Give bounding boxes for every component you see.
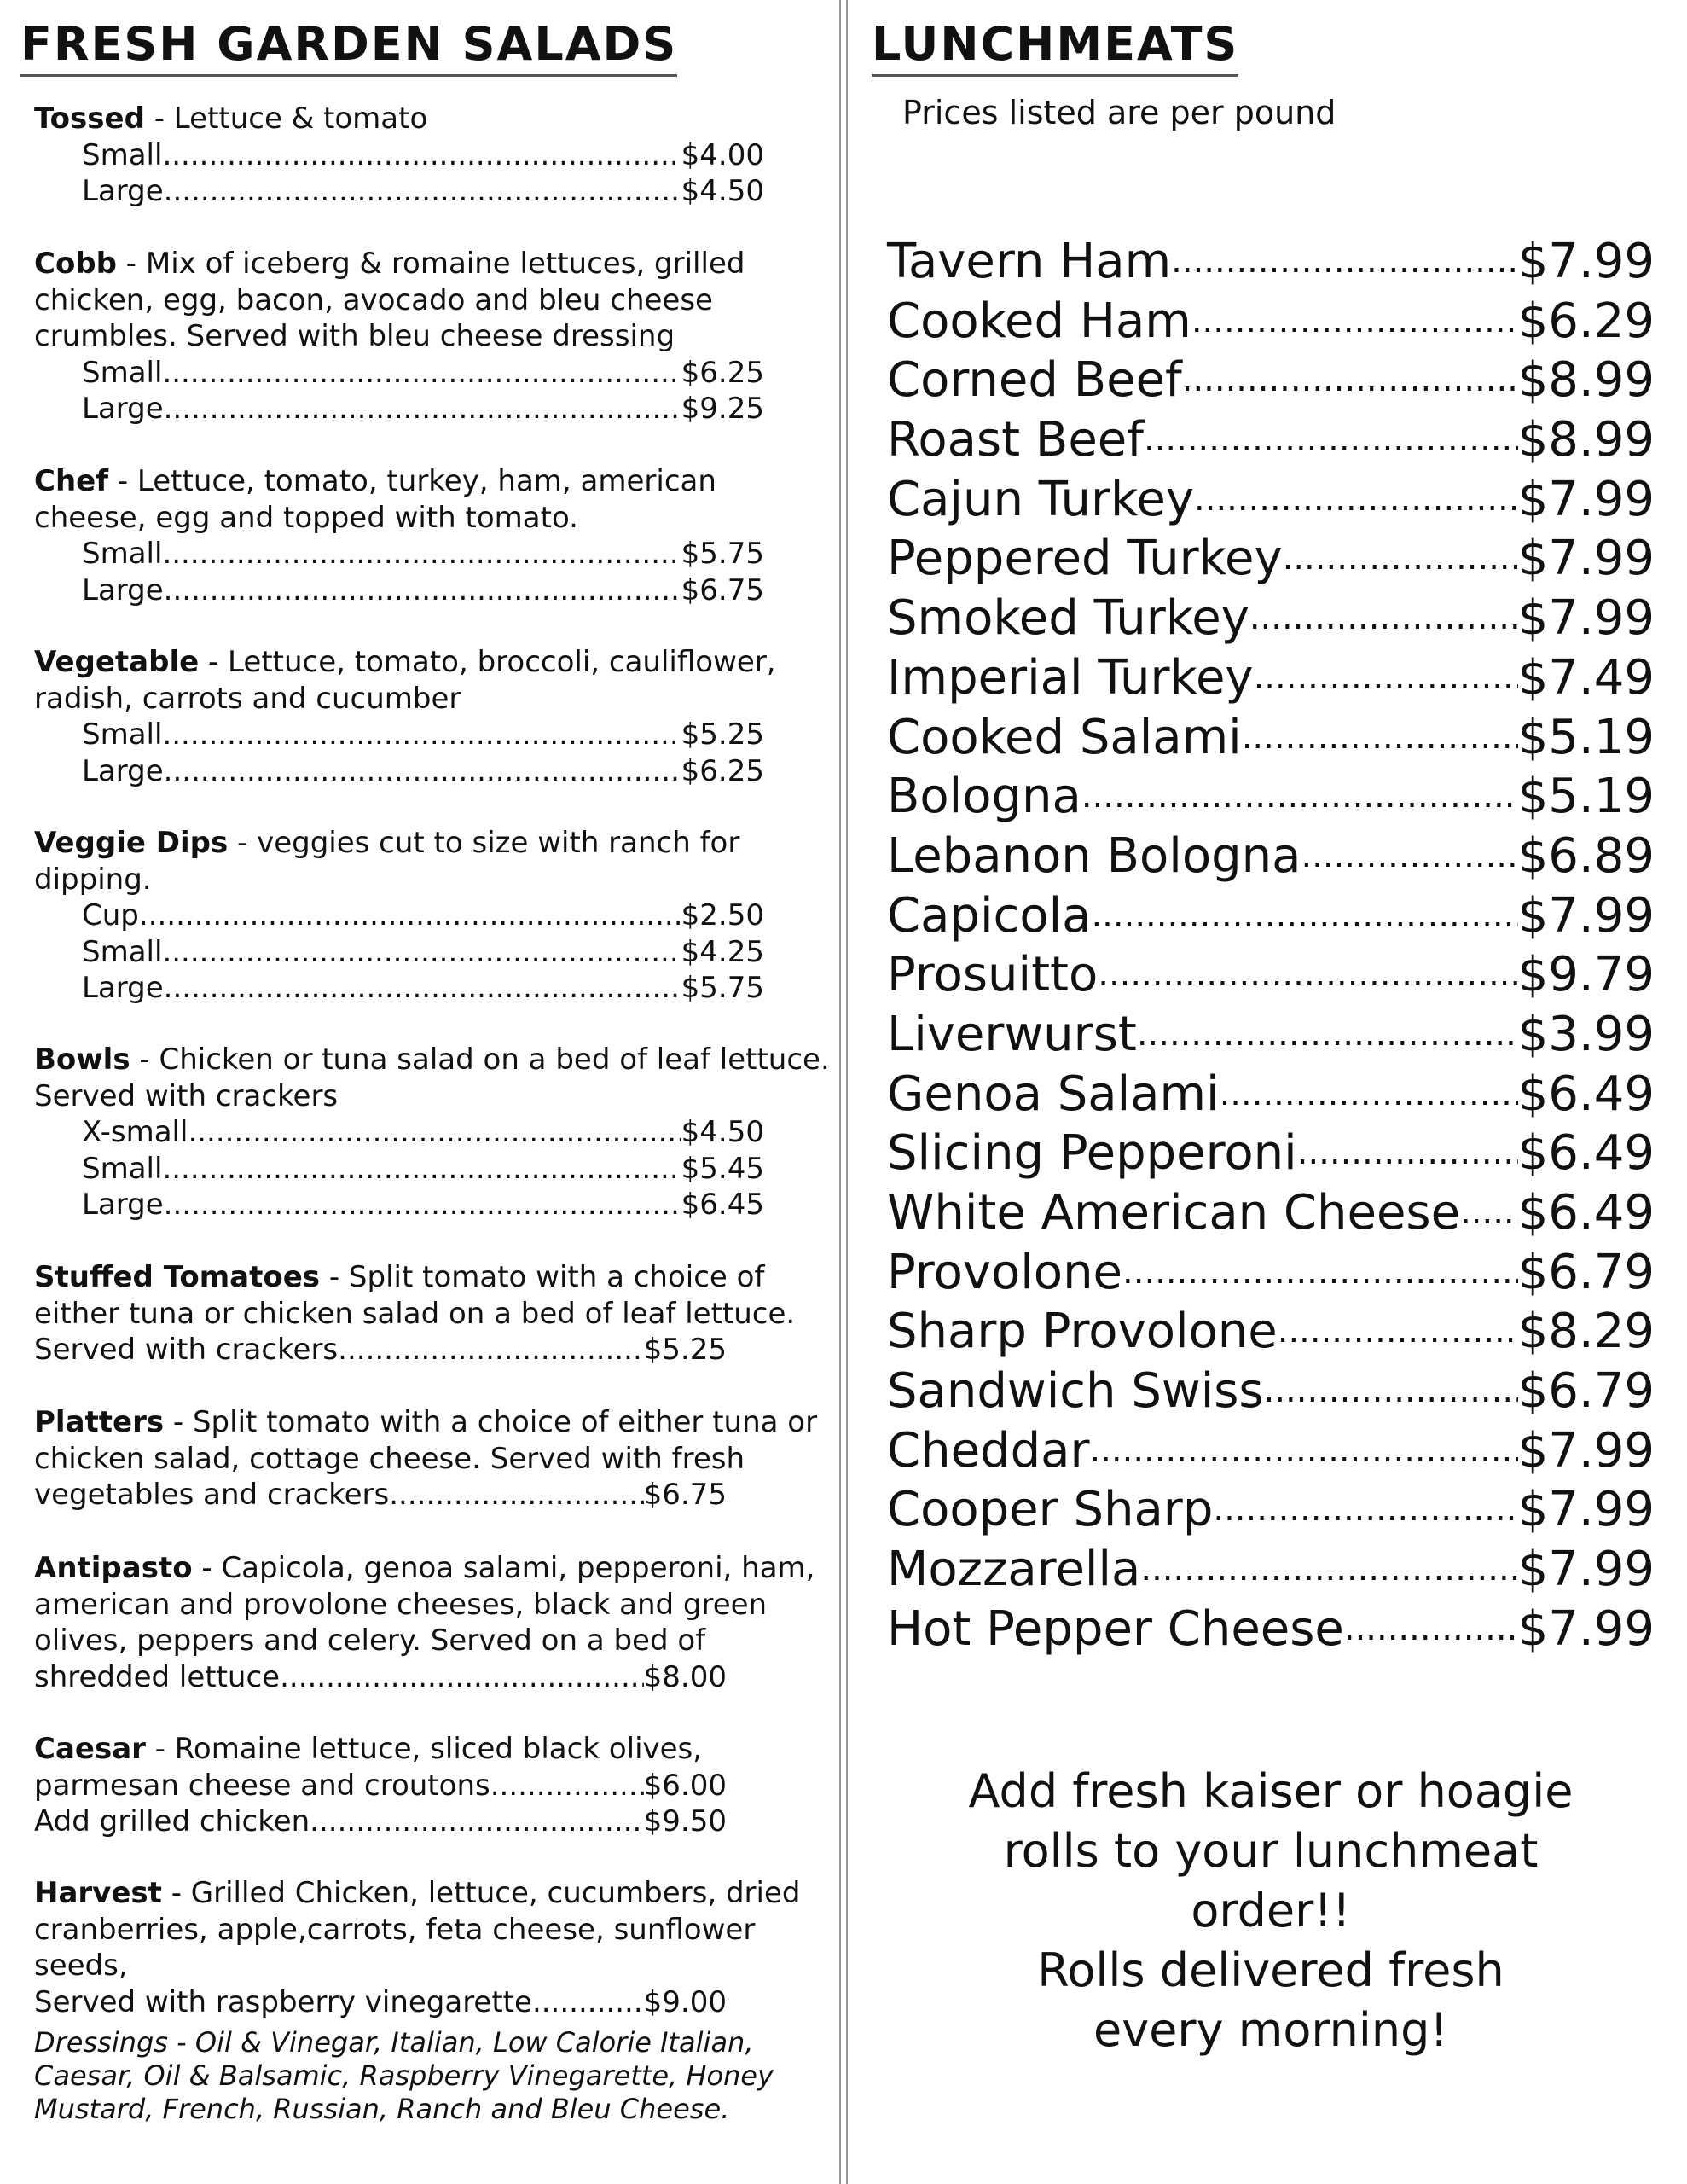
salad-description [34, 463, 836, 536]
size-price-row [34, 753, 764, 790]
lunchmeat-name: Cooper Sharp [887, 1482, 1214, 1538]
leader-dots [162, 355, 681, 392]
item-label: Small [82, 1151, 163, 1186]
leader-dots [1140, 1540, 1517, 1600]
salad-desc-text: - Lettuce & tomato [144, 102, 428, 136]
leader-dots [1283, 529, 1518, 589]
salad-item [34, 1731, 836, 1840]
lunchmeat-name: Cooked Salami [887, 709, 1242, 765]
salad-description [34, 1550, 836, 1659]
leader-dots [1191, 292, 1518, 351]
item-price: $4.00 [681, 137, 764, 172]
lunchmeat-price: $6.89 [1517, 828, 1655, 884]
lunchmeat-name: Roast Beef [887, 412, 1144, 468]
lunchmeat-row [887, 1540, 1655, 1600]
leader-dots [1089, 1421, 1517, 1481]
item-price: $6.00 [643, 1768, 727, 1803]
lunchmeat-name: Tavern Ham [887, 234, 1172, 289]
lunchmeat-name: Cajun Turkey [887, 471, 1195, 527]
lunchmeat-row [887, 1005, 1655, 1065]
size-price-row [34, 1187, 764, 1223]
salad-description [34, 1404, 836, 1477]
lunchmeat-row [887, 589, 1655, 648]
leader-dots [1297, 1124, 1518, 1183]
size-price-row [34, 536, 764, 572]
item-label: Large [82, 174, 164, 208]
item-price: $6.25 [681, 753, 764, 788]
lunchmeat-name: White American Cheese [887, 1185, 1461, 1240]
lunchmeat-row [887, 1124, 1655, 1183]
lunchmeat-name: Peppered Turkey [887, 531, 1283, 587]
lunchmeat-price: $6.79 [1517, 1244, 1655, 1300]
salad-name: Vegetable [34, 645, 200, 679]
leader-dots [310, 1804, 643, 1840]
salad-name: Chef [34, 464, 109, 498]
lunchmeat-price: $5.19 [1517, 709, 1655, 765]
leader-dots [532, 1984, 644, 2021]
item-price: $4.50 [681, 1115, 764, 1149]
salad-item [34, 1259, 836, 1368]
lunchmeat-name: Provolone [887, 1244, 1123, 1300]
leader-dots [162, 536, 681, 572]
column-divider-2 [846, 0, 848, 2184]
item-price: $4.25 [681, 934, 764, 969]
item-price: $4.50 [681, 174, 764, 208]
lunchmeat-price: $3.99 [1517, 1006, 1655, 1062]
leader-dots [164, 753, 681, 790]
lunchmeat-row [887, 827, 1655, 886]
item-label: Small [82, 137, 163, 172]
promo-line: Rolls delivered fresh [1037, 1943, 1504, 1997]
leader-dots [164, 173, 681, 210]
salad-description [34, 1042, 836, 1114]
size-price-row [34, 572, 764, 609]
leader-dots [164, 391, 681, 427]
item-label: Small [82, 934, 163, 969]
lunchmeat-price: $7.99 [1517, 1422, 1655, 1478]
lunchmeat-row [887, 1600, 1655, 1659]
lunchmeat-row [887, 886, 1655, 946]
lunchmeat-price: $7.99 [1517, 1542, 1655, 1598]
leader-dots [1194, 470, 1518, 530]
promo-line: order!! [1191, 1884, 1351, 1937]
leader-dots [280, 1659, 644, 1696]
salad-item [34, 463, 836, 608]
leader-dots [1098, 945, 1517, 1005]
salad-name: Bowls [34, 1043, 130, 1077]
promo-line: Add fresh kaiser or hoagie [968, 1764, 1574, 1818]
lunchmeat-name: Imperial Turkey [887, 649, 1254, 706]
leader-dots [1249, 589, 1518, 648]
lunchmeat-name: Mozzarella [887, 1542, 1141, 1598]
lunchmeat-row [887, 767, 1655, 827]
salad-name: Antipasto [34, 1551, 193, 1585]
salad-item [34, 644, 836, 789]
salad-desc-text: - Split tomato with a choice of either tuna or chicken salad, cottage cheese. Served with fresh [34, 1405, 818, 1476]
leader-dots [1278, 1302, 1518, 1362]
lunchmeat-name: Sandwich Swiss [887, 1363, 1264, 1420]
lunchmeat-row [887, 410, 1655, 470]
leader-dots [389, 1477, 643, 1513]
lunchmeat-price: $5.19 [1517, 769, 1655, 825]
leader-dots [139, 897, 681, 934]
price-per-pound-note: Prices listed are per pound [902, 94, 1336, 131]
lunchmeat-name: Prosuitto [887, 947, 1099, 1003]
salad-description [34, 825, 836, 897]
lunchmeat-row [887, 292, 1655, 351]
size-price-row [34, 1114, 764, 1151]
item-price: $9.50 [643, 1804, 727, 1838]
lunchmeat-price: $6.49 [1517, 1185, 1655, 1240]
salad-item [34, 1875, 836, 2020]
lunchmeat-name: Corned Beef [887, 352, 1182, 409]
rolls-promo [921, 1762, 1620, 2060]
leader-dots [1182, 351, 1518, 410]
leader-dots [164, 572, 681, 609]
item-price: $9.00 [643, 1984, 727, 2019]
lunchmeat-name: Genoa Salami [887, 1066, 1220, 1122]
lunchmeat-row [887, 232, 1655, 292]
leader-dots [1213, 1480, 1517, 1540]
lunchmeat-row [887, 351, 1655, 410]
leader-dots [490, 1768, 644, 1804]
size-price-row [34, 391, 764, 427]
item-price: $8.00 [643, 1659, 727, 1694]
item-label: Small [82, 717, 163, 752]
leader-dots [338, 1332, 644, 1368]
lunchmeat-price: $6.29 [1517, 293, 1655, 349]
salad-desc-text: - Capicola, genoa salami, pepperoni, ham, american and provolone cheeses, black and green olives, peppers and celery. Served on a bed of [34, 1551, 815, 1658]
lunchmeat-price: $7.99 [1517, 1482, 1655, 1538]
salad-item [34, 1550, 836, 1695]
salad-name: Cobb [34, 247, 117, 281]
leader-dots [1264, 1362, 1518, 1421]
lunchmeat-row [887, 1183, 1655, 1243]
salad-description [34, 1731, 836, 1768]
salad-desc-text: - Lettuce, tomato, turkey, ham, american cheese, egg and topped with tomato. [34, 464, 716, 535]
salad-description [34, 246, 836, 355]
lunchmeat-price: $7.99 [1517, 471, 1655, 527]
salad-item [34, 101, 836, 210]
leader-dots [162, 934, 681, 971]
price-row [34, 1332, 727, 1368]
leader-dots [1137, 1005, 1518, 1065]
price-row [34, 1659, 727, 1696]
salad-desc-text: - Grilled Chicken, lettuce, cucumbers, dried cranberries, apple,carrots, feta cheese, sunflower seeds, [34, 1876, 801, 1983]
size-price-row [34, 970, 764, 1007]
leader-dots [1144, 410, 1518, 470]
lunchmeat-row [887, 648, 1655, 708]
lunchmeat-price: $7.99 [1517, 1600, 1655, 1657]
item-label: Large [82, 572, 164, 607]
promo-line: rolls to your lunchmeat [1003, 1824, 1539, 1878]
lunchmeat-row [887, 1362, 1655, 1421]
salad-desc-text: - Mix of iceberg & romaine lettuces, grilled chicken, egg, bacon, avocado and bleu cheese crumbles. Served with bleu cheese dressing [34, 247, 745, 353]
salad-name: Caesar [34, 1732, 146, 1766]
salad-desc-text: - veggies cut to size with ranch for dipping. [34, 826, 740, 897]
leader-dots [162, 137, 681, 174]
leader-dots [1254, 648, 1518, 708]
item-price: $2.50 [681, 898, 764, 932]
lunchmeat-price: $8.99 [1517, 352, 1655, 409]
lunchmeat-row [887, 1065, 1655, 1124]
leader-dots [1242, 708, 1518, 768]
item-label: vegetables and crackers [34, 1478, 390, 1512]
salad-desc-text: - Romaine lettuce, sliced black olives, [145, 1732, 703, 1766]
item-price: $5.75 [681, 537, 764, 571]
salad-item [34, 246, 836, 427]
salad-desc-text: - Chicken or tuna salad on a bed of leaf lettuce. Served with crackers [34, 1043, 830, 1113]
extra-price-row [34, 1804, 727, 1840]
leader-dots [162, 1151, 681, 1188]
lunchmeat-name: Cooked Ham [887, 293, 1191, 349]
salad-desc-text: - Lettuce, tomato, broccoli, cauliflower, radish, carrots and cucumber [34, 645, 776, 716]
lunchmeat-row [887, 945, 1655, 1005]
salad-name: Veggie Dips [34, 826, 229, 860]
leader-dots [188, 1114, 681, 1151]
lunchmeat-name: Hot Pepper Cheese [887, 1600, 1344, 1657]
item-label: parmesan cheese and croutons [34, 1768, 490, 1803]
lunchmeat-name: Slicing Pepperoni [887, 1125, 1297, 1182]
lunchmeat-name: Bologna [887, 769, 1081, 825]
size-price-row [34, 137, 764, 174]
salad-item [34, 1404, 836, 1513]
leader-dots [1344, 1600, 1518, 1659]
item-label: Cup [82, 898, 139, 932]
item-label: Large [82, 971, 164, 1005]
leader-dots [1171, 232, 1518, 292]
size-price-row [34, 717, 764, 753]
size-price-row [34, 934, 764, 971]
lunchmeat-row [887, 708, 1655, 768]
item-price: $6.25 [681, 355, 764, 390]
salad-desc-text: - Split tomato with a choice of either tuna or chicken salad on a bed of leaf lettuce. [34, 1260, 796, 1331]
lunchmeat-price: $8.99 [1517, 412, 1655, 468]
salad-name: Tossed [34, 102, 145, 136]
lunchmeat-price: $8.29 [1517, 1304, 1655, 1360]
size-price-row [34, 1151, 764, 1188]
price-row [34, 1477, 727, 1513]
lunchmeat-price: $7.99 [1517, 590, 1655, 647]
leader-dots [164, 1187, 681, 1223]
size-price-row [34, 355, 764, 392]
salad-description [34, 644, 836, 717]
lunchmeat-price: $6.79 [1517, 1363, 1655, 1420]
salad-name: Harvest [34, 1876, 162, 1910]
salad-name: Stuffed Tomatoes [34, 1260, 321, 1294]
price-row [34, 1768, 727, 1804]
item-price: $6.75 [681, 572, 764, 607]
salads-title: FRESH GARDEN SALADS [20, 17, 677, 77]
item-label: shredded lettuce [34, 1659, 281, 1694]
lunchmeat-row [887, 1480, 1655, 1540]
lunchmeat-price: $6.49 [1517, 1066, 1655, 1122]
lunchmeat-name: Capicola [887, 887, 1092, 944]
lunchmeat-price: $7.49 [1517, 649, 1655, 706]
salad-item [34, 825, 836, 1007]
salad-item [34, 1042, 836, 1223]
dressings-note: Dressings - Oil & Vinegar, Italian, Low Calorie Italian, Caesar, Oil & Balsamic, Raspberry Vinegarette, Honey Mustard, French, Russian, Ranch and Bleu Cheese. [34, 2026, 774, 2125]
lunchmeat-name: Lebanon Bologna [887, 828, 1301, 884]
leader-dots [164, 970, 681, 1007]
item-label: Small [82, 355, 163, 390]
item-price: $5.75 [681, 971, 764, 1005]
lunchmeat-name: Cheddar [887, 1422, 1090, 1478]
salad-name: Platters [34, 1405, 165, 1439]
lunchmeats-title: LUNCHMEATS [872, 17, 1238, 77]
lunchmeat-name: Smoked Turkey [887, 590, 1249, 647]
price-row [34, 1984, 727, 2021]
leader-dots [1081, 767, 1518, 827]
size-price-row [34, 897, 764, 934]
salad-description [34, 101, 836, 137]
item-label: Large [82, 392, 164, 426]
item-label: Large [82, 753, 164, 788]
item-label: Served with raspberry vinegarette [34, 1984, 532, 2019]
leader-dots [1460, 1183, 1518, 1243]
lunchmeat-row [887, 1302, 1655, 1362]
lunchmeat-price: $7.99 [1517, 531, 1655, 587]
item-label: X-small [82, 1115, 188, 1149]
leader-dots [1301, 827, 1517, 886]
promo-line: every morning! [1093, 2003, 1448, 2057]
item-price: $6.75 [643, 1478, 727, 1512]
item-price: $9.25 [681, 392, 764, 426]
item-label: Large [82, 1188, 164, 1222]
salad-description [34, 1875, 836, 1984]
lunchmeat-row [887, 529, 1655, 589]
item-price: $5.25 [643, 1333, 727, 1367]
lunchmeat-price: $7.99 [1517, 234, 1655, 289]
lunchmeat-row [887, 1243, 1655, 1303]
leader-dots [1122, 1243, 1518, 1303]
lunchmeat-price: $6.49 [1517, 1125, 1655, 1182]
item-label: Small [82, 537, 163, 571]
lunchmeat-list [887, 232, 1655, 1659]
item-price: $5.25 [681, 717, 764, 752]
salad-description [34, 1259, 836, 1332]
column-divider-1 [839, 0, 841, 2184]
item-label: Served with crackers [34, 1333, 339, 1367]
lunchmeat-price: $7.99 [1517, 887, 1655, 944]
lunchmeat-row [887, 1421, 1655, 1481]
leader-dots [162, 717, 681, 753]
lunchmeat-row [887, 470, 1655, 530]
lunchmeat-name: Sharp Provolone [887, 1304, 1278, 1360]
leader-dots [1091, 886, 1517, 946]
size-price-row [34, 173, 764, 210]
lunchmeat-name: Liverwurst [887, 1006, 1137, 1062]
item-price: $6.45 [681, 1188, 764, 1222]
lunchmeat-price: $9.79 [1517, 947, 1655, 1003]
item-label: Add grilled chicken [34, 1804, 310, 1838]
leader-dots [1220, 1065, 1518, 1124]
item-price: $5.45 [681, 1151, 764, 1186]
